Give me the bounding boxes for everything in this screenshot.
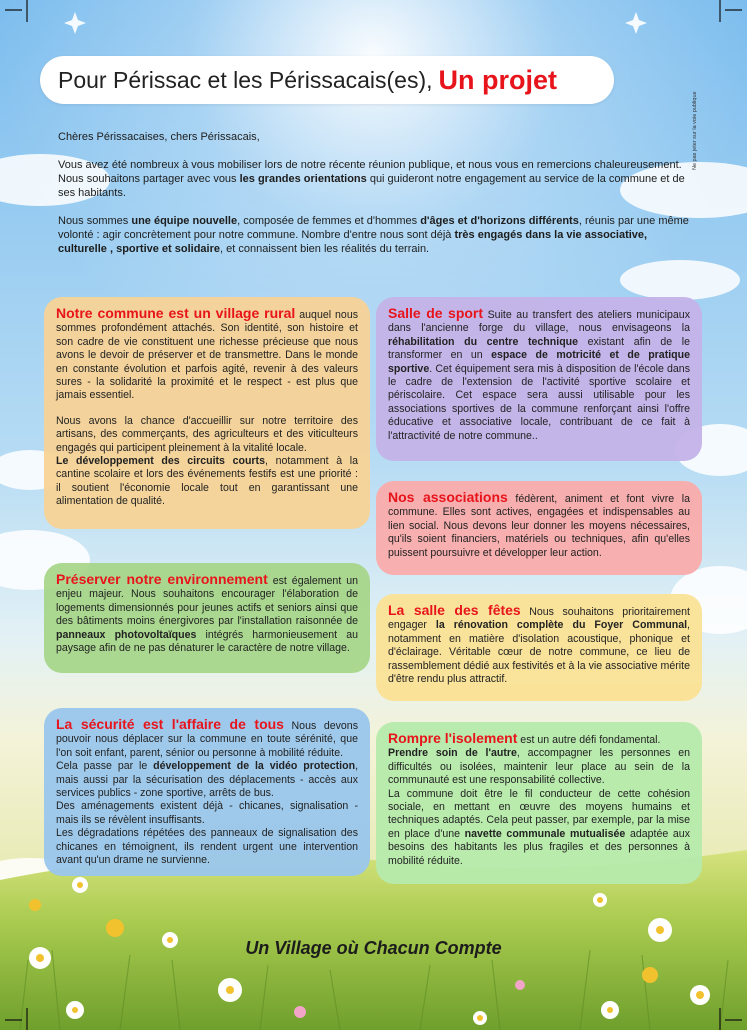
card-heading: Rompre l'isolement bbox=[388, 730, 518, 746]
card-salle-de-sport: Salle de sport Suite au transfert des ateliers municipaux dans l'ancienne forge du village, nous envisageons la réhabilitation du centre technique existant afin de le transformer en un espace de motricité et de pratique sportive. Cet équipement sera mis à disposition de l'école dans le cadre de l'extension de l'activité sportive scolaire et périscolaire. Cet espace sera aussi utilisable pour les associations sportives de la commune renforçant ainsi l'offre éducative et associative locale, contribuant de ce fait à l'attractivité de notre commune.. bbox=[376, 297, 702, 461]
card-heading: La salle des fêtes bbox=[388, 602, 521, 618]
salutation: Chères Périssacaises, chers Périssacais, bbox=[58, 131, 260, 143]
card-heading: Préserver notre environnement bbox=[56, 571, 268, 587]
side-note-text: Ne pas jeter sur la voie publique bbox=[692, 91, 698, 170]
footer-slogan: Un Village où Chacun Compte bbox=[245, 938, 502, 958]
title-highlight: Un projet bbox=[438, 64, 558, 95]
intro-paragraph-2: Nous sommes une équipe nouvelle, composée de femmes et d'hommes d'âges et d'horizons différents, réunis par une même volonté : agir concrètement pour notre commune. Nombre d'entre nous sont déjà très engagés dans la vie associative, culturelle , sportive et solidaire, et connaissent bien les réalités du terrain. bbox=[58, 215, 689, 255]
card-heading: Salle de sport bbox=[388, 305, 484, 321]
title-banner bbox=[40, 56, 614, 104]
intro-paragraph-1: Vous avez été nombreux à vous mobiliser lors de notre récente réunion publique, et nous vous en remercions chaleureusement. Nous souhaitons partager avec vous les grandes orientations qui guideront notre engagement au service de la commune et de ses habitants. bbox=[58, 159, 685, 199]
intro-letter bbox=[58, 130, 694, 270]
card-heading: Notre commune est un village rural bbox=[56, 305, 296, 321]
title-text: Pour Périssac et les Périssacais(es), bbox=[58, 66, 433, 93]
card-rompre-isolement: Rompre l'isolement est un autre défi fondamental. Prendre soin de l'autre, accompagner les personnes en difficultés ou isolées, maintenir leur place au sein de la communauté est une responsabilité collective. La commune doit être le fil conducteur de cette cohésion sociale, en mettant en œuvre des moyens humains et techniques adaptés. Cela peut passer, par exemple, par la mise en place d'une navette communale mutualisée adaptée aux besoins des habitants les plus fragiles et des personnes à mobilité réduite. bbox=[376, 722, 702, 884]
card-securite: La sécurité est l'affaire de tous Nous devons pouvoir nous déplacer sur la commune en toute sérénité, que l'on soit enfant, parent, sénior ou personne à mobilité réduite. Cela passe par le développement de la vidéo protection, mais aussi par la sécurisation des déplacements - accès aux services publics - zone sportive, arrêts de bus. Des aménagements existent déjà - chicanes, signalisation - mais ils se révèlent insuffisants. Les dégradations répétées des panneaux de signalisation des chicanes en témoignent, ils rendent urgent une intervention avant qu'un drame ne survienne. bbox=[44, 708, 370, 876]
card-environnement: Préserver notre environnement est également un enjeu majeur. Nous souhaitons encourager l'élaboration de logements dimensionnés pour jeunes actifs et seniors ainsi que des bâtiments moins énergivores par l'installation raisonnée de panneaux photovoltaïques intégrés harmonieusement au paysage afin de ne pas dénaturer le caractère de notre village. bbox=[44, 563, 370, 673]
card-salle-des-fetes: La salle des fêtes Nous souhaitons prioritairement engager la rénovation complète du Foyer Communal, notamment en matière d'isolation acoustique, phonique et d'éclairage. Véritable cœur de notre commune, ce lieu de rassemblement dédié aux festivités et à la vie associative mérite d'être rendu plus attractif. bbox=[376, 594, 702, 701]
card-heading: Nos associations bbox=[388, 489, 508, 505]
card-heading: La sécurité est l'affaire de tous bbox=[56, 716, 284, 732]
card-village-rural: Notre commune est un village rural auquel nous sommes profondément attachés. Son identité, son histoire et son cadre de vie constituent une richesse précieuse que nous avons le devoir de préserver et de transmettre. Dans le monde en constante évolution et parfois agité, revenir à des valeurs sures - la solidarité la proximité et le respect - est plus que jamais essentiel. Nous avons la chance d'accueillir sur notre territoire des artisans, des commerçants, des agriculteurs et des viticulteurs engagés qui participent pleinement à la vitalité locale. Le développement des circuits courts, notamment à la cantine scolaire et lors des événements festifs est une priorité : il soutient l'économie locale tout en garantissant une alimentation de qualité. bbox=[44, 297, 370, 529]
card-associations: Nos associations fédèrent, animent et font vivre la commune. Elles sont actives, engagées et indispensables au lien social. Nous devons leur donner les moyens nécessaires, qu'ils soient financiers, matériels ou techniques, afin qu'elles puissent poursuivre et développer leur action. bbox=[376, 481, 702, 575]
